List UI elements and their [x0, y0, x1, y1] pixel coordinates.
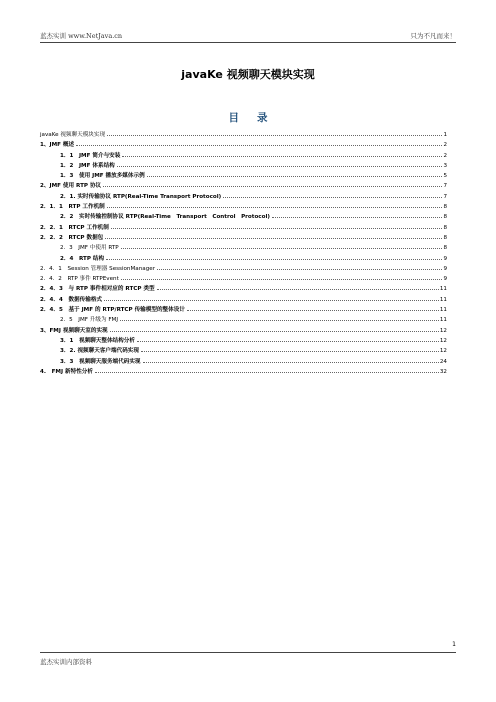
- toc-entry-title: 3．1 视频聊天整体结构分析: [60, 337, 135, 344]
- toc-heading-char-2: 录: [257, 112, 268, 124]
- toc-entry[interactable]: [40, 140, 447, 150]
- toc-entry-page: 8: [443, 234, 447, 241]
- toc-leader-dots: [105, 238, 442, 239]
- toc-entry[interactable]: [40, 315, 447, 325]
- toc-entry-page: 8: [443, 224, 447, 231]
- toc-entry-title: 1、JMF 概述: [40, 142, 75, 149]
- toc-entry[interactable]: [40, 305, 447, 315]
- toc-entry-title: 2．2．2 RTCP 数据包: [40, 234, 104, 241]
- toc-entry[interactable]: [40, 326, 447, 336]
- toc-entry-title: 2．3 JMF 中使用 RTP: [60, 245, 119, 252]
- toc-entry[interactable]: [40, 202, 447, 212]
- toc-entry-page: 8: [443, 204, 447, 211]
- toc-leader-dots: [103, 186, 442, 187]
- toc-entry-page: 7: [443, 183, 447, 190]
- toc-leader-dots: [95, 372, 439, 373]
- toc-entry[interactable]: [40, 243, 447, 253]
- toc-entry-title: 3、FMJ 视频聊天室的实现: [40, 327, 108, 334]
- header-left-text: 蓝杰实训 www.NetJava.cn: [40, 32, 123, 40]
- toc-entry[interactable]: [40, 223, 447, 233]
- toc-entry-title: 3．2. 视频聊天客户端代码实现: [60, 348, 139, 355]
- toc-leader-dots: [143, 362, 439, 363]
- toc-entry[interactable]: [40, 130, 447, 140]
- toc-entry-title: 1．3 使用 JMF 播放多媒体示例: [60, 173, 145, 180]
- toc-leader-dots: [117, 166, 443, 167]
- toc-leader-dots: [141, 351, 439, 352]
- toc-entry-page: 5: [443, 173, 447, 180]
- toc-entry-page: 12: [439, 327, 447, 334]
- toc-leader-dots: [122, 156, 442, 157]
- toc-leader-dots: [104, 300, 439, 301]
- toc-entry-page: 12: [439, 337, 447, 344]
- toc-entry-page: 11: [439, 317, 447, 324]
- toc-entry-title: 2．2．1 RTCP 工作机制: [40, 224, 109, 231]
- toc-entry[interactable]: [40, 295, 447, 305]
- toc-entry[interactable]: [40, 254, 447, 264]
- toc-leader-dots: [157, 289, 439, 290]
- toc-entry-title: 2．4．3 与 RTP 事件相对应的 RTCP 类型: [40, 286, 155, 293]
- toc-entry-title: 2．4．5 基于 JMF 的 RTP/RTCP 传输模型的整体设计: [40, 307, 185, 314]
- footer-text: 蓝杰实训内部资料: [40, 658, 92, 666]
- toc-entry[interactable]: [40, 192, 447, 202]
- header-divider: [40, 42, 456, 43]
- toc-entry-title: 1．2 JMF 体系结构: [60, 162, 115, 169]
- toc-entry-title: 2．4 RTP 结构: [60, 255, 105, 262]
- toc-entry-page: 2: [443, 142, 447, 149]
- toc-leader-dots: [107, 135, 442, 136]
- toc-entry[interactable]: [40, 346, 447, 356]
- toc-entry-page: 12: [439, 348, 447, 355]
- toc-entry[interactable]: [40, 171, 447, 181]
- toc-leader-dots: [147, 176, 443, 177]
- toc-entry-page: 24: [439, 358, 447, 365]
- toc-entry-page: 7: [443, 193, 447, 200]
- toc-entry-page: 2: [443, 152, 447, 159]
- toc-entry-title: 2、JMF 使用 RTP 协议: [40, 183, 102, 190]
- toc-entry-page: 1: [443, 132, 447, 138]
- toc-leader-dots: [107, 207, 443, 208]
- toc-heading: [0, 110, 496, 125]
- toc-entry-page: 11: [439, 286, 447, 293]
- toc-entry-page: 9: [443, 255, 447, 262]
- toc-leader-dots: [111, 228, 443, 229]
- document-title: javaKe 视频聊天模块实现: [181, 68, 315, 81]
- toc-leader-dots: [121, 248, 443, 249]
- toc-entry[interactable]: [40, 264, 447, 274]
- toc-entry-page: 8: [443, 214, 447, 221]
- toc-entry[interactable]: [40, 181, 447, 191]
- table-of-contents: [40, 130, 447, 377]
- toc-leader-dots: [272, 217, 443, 218]
- toc-leader-dots: [157, 269, 442, 270]
- toc-entry-page: 11: [439, 296, 447, 303]
- toc-leader-dots: [106, 259, 442, 260]
- toc-entry-title: javaKe 视频聊天模块实现: [40, 132, 106, 138]
- page-number: 1: [452, 641, 456, 648]
- toc-entry-title: 2．4．1 Session 管理器 SessionManager: [40, 265, 155, 272]
- toc-entry-title: 4. FMJ 新特性分析: [40, 368, 93, 375]
- toc-heading-char-1: 目: [228, 112, 239, 124]
- toc-entry-title: 1．1 JMF 简介与安装: [60, 152, 121, 159]
- toc-entry-page: 8: [443, 245, 447, 252]
- toc-entry-title: 2．1．1 RTP 工作机制: [40, 204, 105, 211]
- toc-leader-dots: [110, 331, 439, 332]
- toc-entry-title: 2．4．2 RTP 事件 RTPEvent: [40, 276, 119, 283]
- toc-entry-page: 32: [439, 368, 447, 375]
- page-header: [40, 28, 456, 42]
- toc-entry[interactable]: [40, 212, 447, 222]
- toc-entry[interactable]: [40, 284, 447, 294]
- toc-leader-dots: [76, 145, 442, 146]
- toc-entry-page: 9: [443, 276, 447, 283]
- toc-entry-title: 2．1. 实时传输协议 RTP(Real-Time Transport Protocol): [60, 193, 222, 200]
- toc-entry-title: 2．5 JMF 升级为 FMJ: [60, 317, 119, 324]
- toc-entry[interactable]: [40, 367, 447, 377]
- toc-entry[interactable]: [40, 274, 447, 284]
- toc-leader-dots: [223, 197, 442, 198]
- toc-entry[interactable]: [40, 151, 447, 161]
- toc-entry[interactable]: [40, 336, 447, 346]
- toc-leader-dots: [120, 320, 439, 321]
- toc-leader-dots: [187, 310, 439, 311]
- footer-divider: [40, 652, 456, 653]
- toc-leader-dots: [137, 341, 439, 342]
- toc-entry-page: 3: [443, 162, 447, 169]
- toc-entry-title: 2．2 实时传输控制协议 RTP(Real-Time Transport Control Protocol): [60, 214, 270, 221]
- toc-leader-dots: [121, 279, 443, 280]
- toc-entry[interactable]: [40, 161, 447, 171]
- header-right-text: 只为不凡而来！: [410, 32, 456, 40]
- toc-entry[interactable]: [40, 357, 447, 367]
- toc-entry-title: 2．4．4 数据传输格式: [40, 296, 103, 303]
- toc-entry[interactable]: [40, 233, 447, 243]
- toc-entry-page: 9: [443, 265, 447, 272]
- toc-entry-page: 11: [439, 307, 447, 314]
- toc-entry-title: 3．3 视频聊天服务端代码实现: [60, 358, 141, 365]
